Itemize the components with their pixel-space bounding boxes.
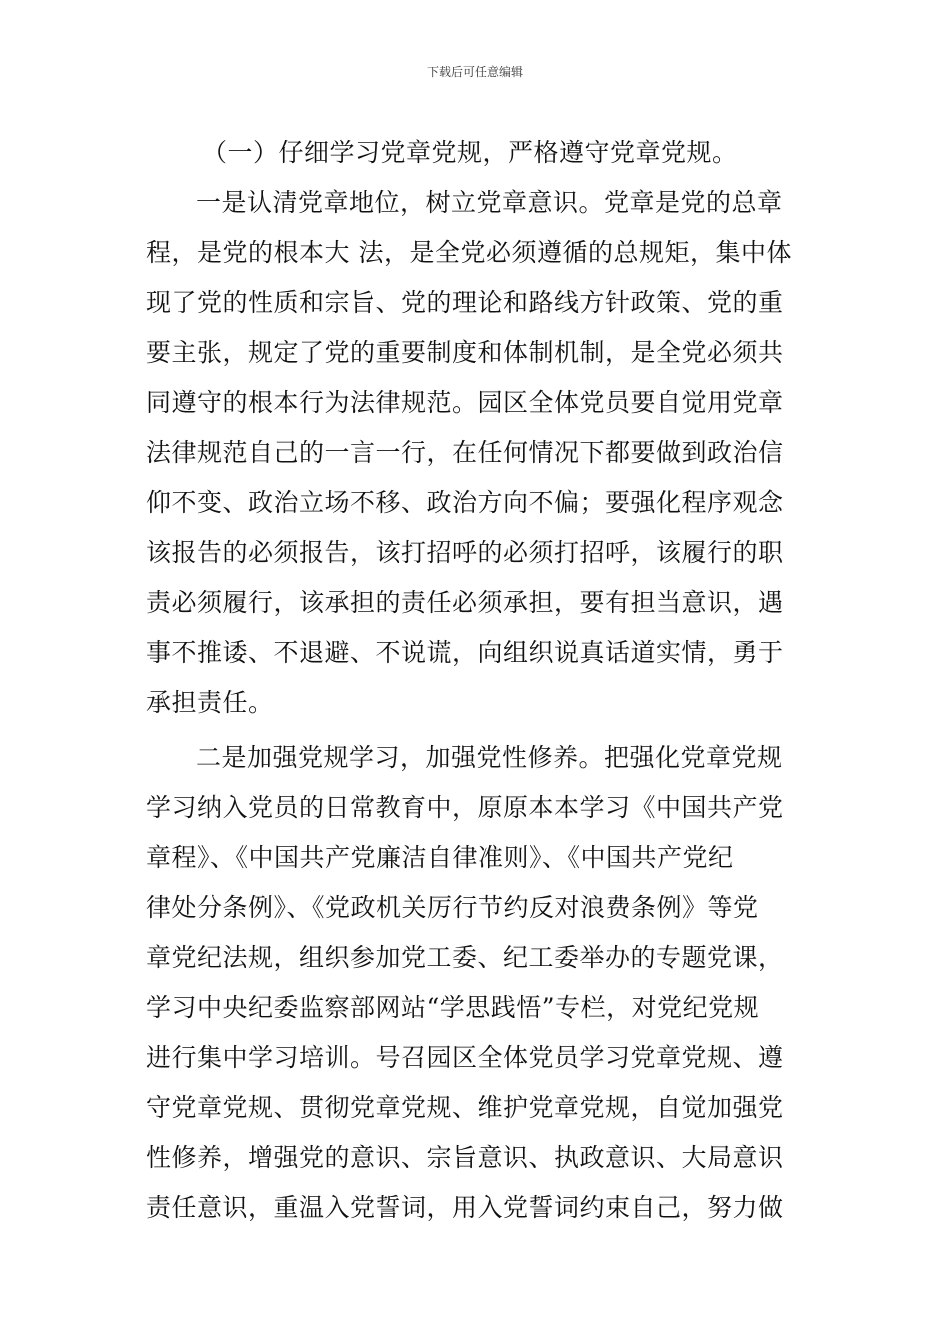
paragraph-line: 守党章党规、贯彻党章党规、维护党章党规，自觉加强党 [146, 1093, 784, 1122]
paragraph-line: 学习纳入党员的日常教育中，原原本本学习《中国共产党 [146, 793, 784, 822]
paragraph-line: 学习中央纪委监察部网站“学思践悟”专栏，对党纪党规 [146, 993, 760, 1022]
paragraph-line: 一是认清党章地位，树立党章意识。党章是党的总章 [196, 188, 783, 217]
paragraph-line: 法律规范自己的一言一行，在任何情况下都要做到政治信 [146, 438, 784, 467]
paragraph-line: 程，是党的根本大 法，是全党必须遵循的总规矩，集中体 [146, 238, 792, 267]
section-heading: （一）仔细学习党章党规，严格遵守党章党规。 [202, 138, 738, 167]
paragraph-line: 要主张，规定了党的重要制度和体制机制，是全党必须共 [146, 338, 784, 367]
paragraph-line: 同遵守的根本行为法律规范。园区全体党员要自觉用党章 [146, 388, 784, 417]
paragraph-2 [146, 733, 806, 1233]
paragraph-line: 责任意识，重温入党誓词，用入党誓词约束自己，努力做 [146, 1193, 784, 1222]
paragraph-line: 律处分条例》、《党政机关厉行节约反对浪费条例》等党 [146, 893, 759, 922]
paragraph-line: 进行集中学习培训。号召园区全体党员学习党章党规、遵 [146, 1043, 784, 1072]
paragraph-line: 事不推诿、不退避、不说谎，向组织说真话道实情，勇于 [146, 638, 784, 667]
paragraph-line: 章程》、《中国共产党廉洁自律准则》、《中国共产党纪 [146, 843, 734, 872]
paragraph-line: 责必须履行，该承担的责任必须承担，要有担当意识，遇 [146, 588, 784, 617]
paragraph-line: 该报告的必须报告，该打招呼的必须打招呼，该履行的职 [146, 538, 784, 567]
paragraph-line: 现了党的性质和宗旨、党的理论和路线方针政策、党的重 [146, 288, 784, 317]
paragraph-line: 章党纪法规，组织参加党工委、纪工委举办的专题党课， [146, 943, 784, 972]
paragraph-line: 承担责任。 [146, 688, 274, 717]
paragraph-line: 性修养，增强党的意识、宗旨意识、执政意识、大局意识 [146, 1143, 784, 1172]
paragraph-line: 仰不变、政治立场不移、政治方向不偏；要强化程序观念 [146, 488, 784, 517]
paragraph-1 [146, 178, 806, 728]
document-body [146, 128, 806, 1233]
paragraph-line: 二是加强党规学习，加强党性修养。把强化党章党规 [196, 743, 783, 772]
page-header: 下载后可任意编辑 [426, 65, 523, 79]
